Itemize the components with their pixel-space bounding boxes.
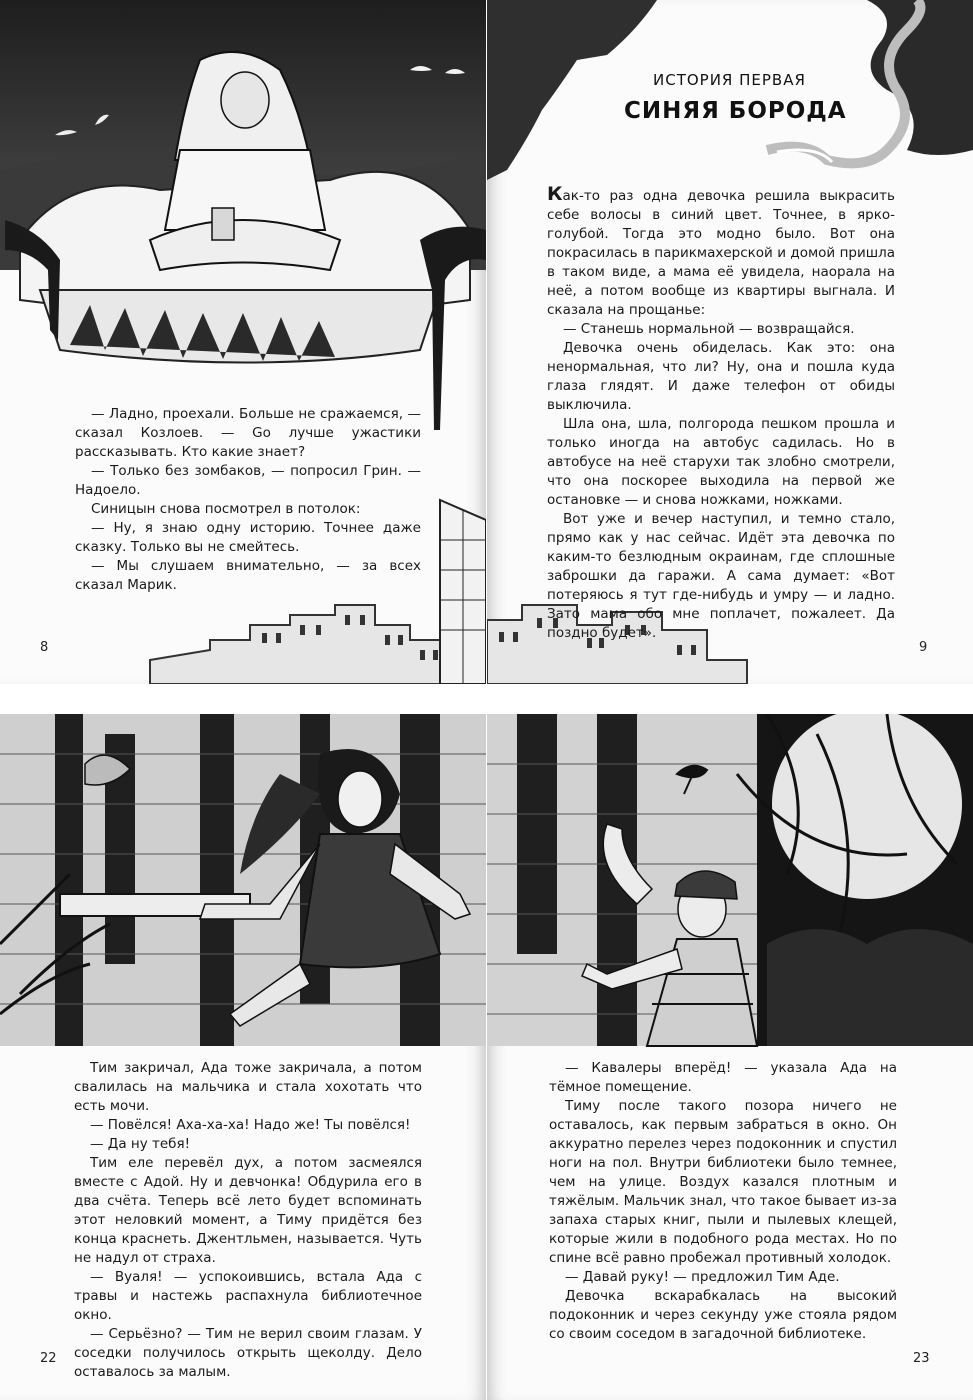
- page-number: 9: [919, 640, 928, 655]
- chapter-subtitle: ИСТОРИЯ ПЕРВАЯ: [653, 71, 806, 89]
- paragraph: — Вуаля! — успокоившись, встала Ада с травы и настежь распахнула библиотечное окно.: [74, 1269, 422, 1323]
- page-number: 22: [40, 1351, 57, 1366]
- paragraph: — Станешь нормальной — возвращайся.: [563, 321, 855, 337]
- chapter-title: СИНЯЯ БОРОДА: [624, 98, 847, 124]
- page-number: 8: [40, 640, 49, 655]
- paragraph: Синицын снова посмотрел в потолок:: [91, 501, 361, 517]
- paragraph: — Кавалеры вперёд! — указала Ада на тёмное помещение.: [549, 1060, 897, 1095]
- paragraph-text: ак-то раз одна девочка решила выкрасить себе волосы в синий цвет. Точнее, в ярко-голубой. Тогда это модно было. Вот она покрасилась в парикмахерской и домой пришла в таком виде, а мама её увидела, наорала на неё, а потом вообще из квартиры выгнала. И сказала на прощанье:: [547, 188, 895, 318]
- page-8-text: [75, 405, 421, 595]
- paragraph: — Ладно, проехали. Больше не сражаемся, — сказал Козлоев. — Go лучше ужастики рассказывать. Кто какие знает?: [75, 406, 421, 460]
- paragraph: — Ну, я знаю одну историю. Точнее даже сказку. Только вы не смейтесь.: [75, 520, 421, 555]
- page-23-text: [549, 1059, 897, 1344]
- page-9: [487, 0, 973, 684]
- paragraph: Девочка вскарабкалась на высокий подоконник и через секунду уже стояла рядом со своим соседом в загадочной библиотеке.: [549, 1288, 897, 1342]
- paragraph: Тиму после такого позора ничего не оставалось, как первым забраться в окно. Он аккуратно перелез через подоконник и спустил ноги на пол. Внутри библиотеки было темнее, чем на улице. Воздух казался плотным и тяжёлым. Мальчик знал, что такое бывает из-за запаха старых книг, пыли и пылевых клещей, которые жили в подобного рода местах. Но по спине всё равно пробежал противный холодок.: [549, 1098, 897, 1266]
- paragraph: Тим закричал, Ада тоже закричала, а потом свалилась на мальчика и стала хохотать что есть мочи.: [74, 1060, 422, 1114]
- paragraph: — Давай руку! — предложил Тим Аде.: [565, 1269, 840, 1285]
- paragraph: — Да ну тебя!: [90, 1136, 191, 1152]
- page-8: [0, 0, 486, 684]
- paragraph: Шла она, шла, полгорода пешком прошла и только иногда на автобус садилась. Но в автобусе на неё старухи так злобно смотрели, что она поскорее выходила на первой же остановке — и снова ножками, ножками.: [547, 416, 895, 508]
- paragraph: — Мы слушаем внимательно, — за всех сказал Марик.: [75, 558, 421, 593]
- page-23: [487, 714, 973, 1400]
- paragraph: [547, 185, 895, 320]
- page-22-text: [74, 1059, 422, 1382]
- paragraph: Тим еле перевёл дух, а потом засмеялся вместе с Адой. Ну и девчонка! Обдурила его в два счёта. Теперь всё лето будет вспоминать этот неловкий момент, а Тиму придётся без конца краснеть. Джентльмен, называется. Чуть не надул от страха.: [74, 1155, 422, 1266]
- paragraph: — Только без зомбаков, — попросил Грин. — Надоело.: [75, 463, 421, 498]
- paragraph: — Повёлся! Аха-ха-ха! Надо же! Ты повёлся!: [90, 1117, 411, 1133]
- page-22: [0, 714, 486, 1400]
- drop-letter: К: [547, 183, 563, 205]
- page-9-text: [547, 185, 895, 643]
- page-number: 23: [913, 1351, 930, 1366]
- paragraph: Вот уже и вечер наступил, и темно стало, прямо как у нас сейчас. Идёт эта девочка по каким-то безлюдным окраинам, где сплошные заброшки да гаражи. А сама думает: «Вот потеряюсь я тут где-нибудь и умру — и ладно. Зато мама обо мне поплачет, пожалеет. Да поздно будет».: [547, 511, 895, 641]
- paragraph: Девочка очень обиделась. Как это: она ненормальная, что ли? Ну, она и пошла куда глаза глядят. И даже телефон от обиды выключила.: [547, 340, 895, 413]
- paragraph: — Серьёзно? — Тим не верил своим глазам. У соседки получилось открыть щеколду. Дело оставалось за малым.: [74, 1326, 422, 1380]
